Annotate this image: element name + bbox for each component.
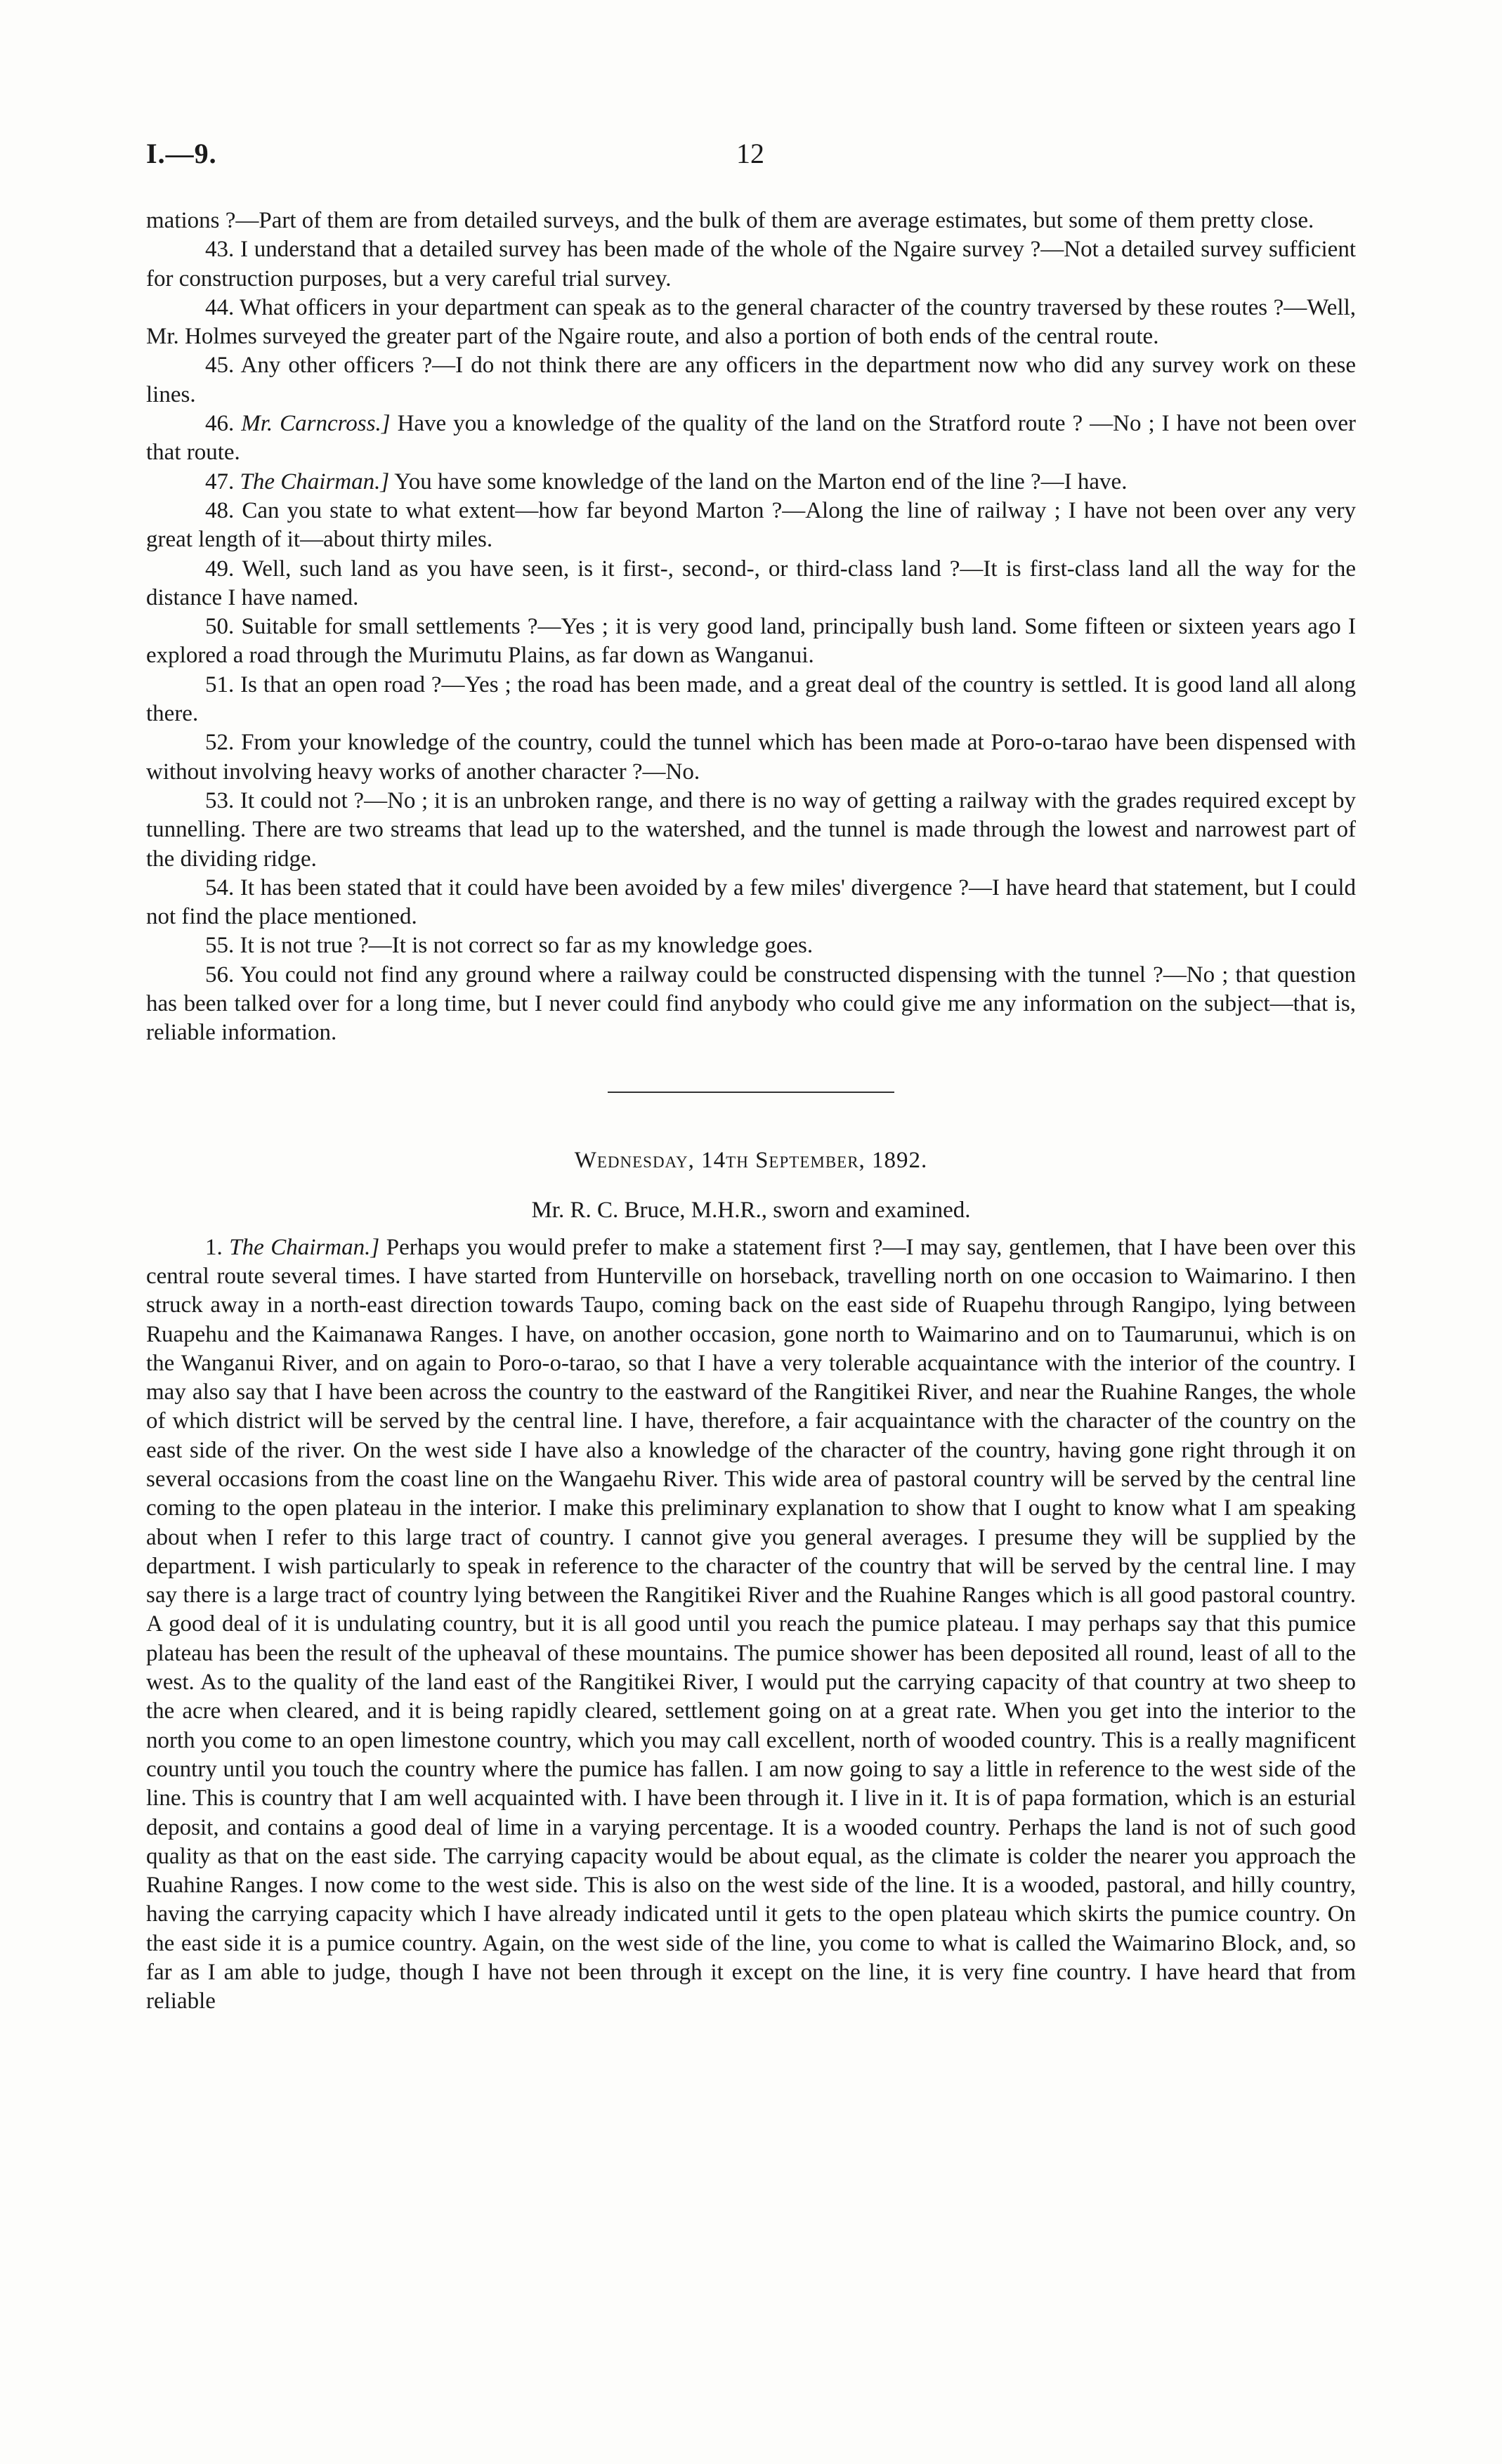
speaker-name: The Chairman.] bbox=[229, 1234, 380, 1260]
speaker-name: The Chairman.] bbox=[240, 468, 390, 494]
question-52: 52. From your knowledge of the country, could the tunnel which has been made at Poro-o-tarao have been dispensed with without involving heavy works of another character ?—No. bbox=[146, 730, 1356, 785]
question-48: 48. Can you state to what extent—how far beyond Marton ?—Along the line of railway ; I have not been over any very great length of it—about thirty miles. bbox=[146, 497, 1356, 553]
question-54: 54. It has been stated that it could have been avoided by a few miles' divergence ?—I have heard that statement, but I could not find the place mentioned. bbox=[146, 874, 1356, 930]
question-50: 50. Suitable for small settlements ?—Yes ; it is very good land, principally bush land. Some fifteen or sixteen years ago I explored a road through the Murimutu Plains, as far down as Wanganui. bbox=[146, 614, 1356, 669]
witness-heading: Mr. R. C. Bruce, M.H.R., sworn and examined. bbox=[531, 1197, 971, 1223]
page-header bbox=[146, 137, 1354, 179]
question-number: 46. bbox=[205, 411, 235, 437]
question-text: You have some knowledge of the land on the Marton end of the line ?—I have. bbox=[394, 468, 1128, 494]
question-number: 1. bbox=[205, 1234, 223, 1260]
question-56: 56. You could not find any ground where a railway could be constructed dispensing with the tunnel ?—No ; that question has been talked over for a long time, but I never could find anybody who could give me any information on the subject—that is, reliable information. bbox=[146, 962, 1356, 1046]
question-text: Have you a knowledge of the quality of the land on the Stratford route ? —No ; I have not been over that route. bbox=[146, 411, 1356, 466]
speaker-name: Mr. Carncross.] bbox=[241, 411, 391, 437]
question-47 bbox=[146, 468, 1356, 497]
page-number: 12 bbox=[736, 138, 764, 169]
document-reference: I.—9. bbox=[146, 138, 217, 169]
question-45: 45. Any other officers ?—I do not think there are any officers in the department now who did any survey work on these lines. bbox=[146, 353, 1356, 407]
question-51: 51. Is that an open road ?—Yes ; the road has been made, and a great deal of the country is settled. It is good land all along there. bbox=[146, 671, 1356, 727]
question-53: 53. It could not ?—No ; it is an unbroken range, and there is no way of getting a railway with the grades required except by tunnelling. There are two streams that lead up to the watershed, and the tunnel is made through the lowest and narrowest part of the dividing ridge. bbox=[146, 787, 1356, 872]
question-55: 55. It is not true ?—It is not correct so far as my knowledge goes. bbox=[205, 933, 814, 959]
question-46 bbox=[146, 409, 1356, 468]
question-1 bbox=[146, 1233, 1356, 2017]
paragraph-continuation: mations ?—Part of them are from detailed surveys, and the bulk of them are average estimates, but some of them pretty close. bbox=[146, 208, 1314, 233]
session-date: Wednesday, 14th September, 1892. bbox=[574, 1147, 928, 1173]
question-43: 43. I understand that a detailed survey has been made of the whole of the Ngaire survey ?—Not a detailed survey sufficient for construction purposes, but a very careful trial survey. bbox=[146, 237, 1356, 291]
document-body bbox=[146, 207, 1356, 2017]
question-44: 44. What officers in your department can speak as to the general character of the country traversed by these routes ?—Well, Mr. Holmes surveyed the greater part of the Ngaire route, and also a portion of both ends of the central route. bbox=[146, 294, 1356, 350]
question-text: Perhaps you would prefer to make a statement first ?—I may say, gentlemen, that I have been over this central route several times. I have started from Hunterville on horseback, travelling north on one occasion to Waimarino. I then struck away in a north-east direction towards Taupo, coming back on the east side of Ruapehu through Rangipo, lying between Ruapehu and the Kaimanawa Ranges. I have, on another occasion, gone north to Waimarino and on to Taumarunui, which is on the Wanganui River, and on again to Poro-o-tarao, so that I have a very tolerable acquaintance with the interior of the country. I may also say that I have been across the country to the eastward of the Rangitikei River, and near the Ruahine Ranges, the whole of which district will be served by the central line. I have, therefore, a fair acquaintance with the character of the country on the east side of the river. On the west side I have also a knowledge of the character of the country, having gone right through it on several occasions from the coast line on the Wangaehu River. This wide area of pastoral country will be served by the central line coming to the open plateau in the interior. I make this preliminary explanation to show that I ought to know what I am speaking about when I refer to this large tract of country. I cannot give you general averages. I presume they will be supplied by the department. I wish particularly to speak in reference to the character of the country that will be served by the central line. I may say there is a large tract of country lying between the Rangitikei River and the Ruahine Ranges which is all good pastoral country. A good deal of it is undulating country, but it is all good until you reach the pumice plateau. I may perhaps say that this pumice plateau has been the result of the upheaval of these mountains. The pumice shower has been deposited all round, least of all to the west. As to the quality of the land east of the Rangitikei River, I would put the carrying capacity of that country at two sheep to the acre when cleared, and it is being rapidly cleared, settlement going on at a great rate. When you get into the interior to the north you come to an open limestone country, which you may call excellent, north of wooded country. This is a really magnificent country until you touch the country where the pumice has fallen. I am now going to say a little in reference to the west side of the line. This is country that I am well acquainted with. I have been through it. I live in it. It is of papa formation, which is an esturial deposit, and contains a good deal of lime in a varying percentage. It is a wooded country. Perhaps the land is not of such good quality as that on the east side. The carrying capacity would be about equal, as the climate is colder the nearer you approach the Ruahine Ranges. I now come to the west side. This is also on the west side of the line. It is a wooded, pastoral, and hilly country, having the carrying capacity which I have already indicated until it gets to the open plateau which skirts the pumice country. On the east side it is a pumice country. Again, on the west side of the line, you come to what is called the Waimarino Block, and, so far as I am able to judge, though I have not been through it except on the line, it is very fine country. I have heard that from reliable bbox=[146, 1234, 1357, 2014]
question-49: 49. Well, such land as you have seen, is it first-, second-, or third-class land ?—It is first-class land all the way for the distance I have named. bbox=[146, 556, 1356, 610]
section-divider bbox=[608, 1092, 894, 1093]
question-number: 47. bbox=[205, 468, 235, 494]
